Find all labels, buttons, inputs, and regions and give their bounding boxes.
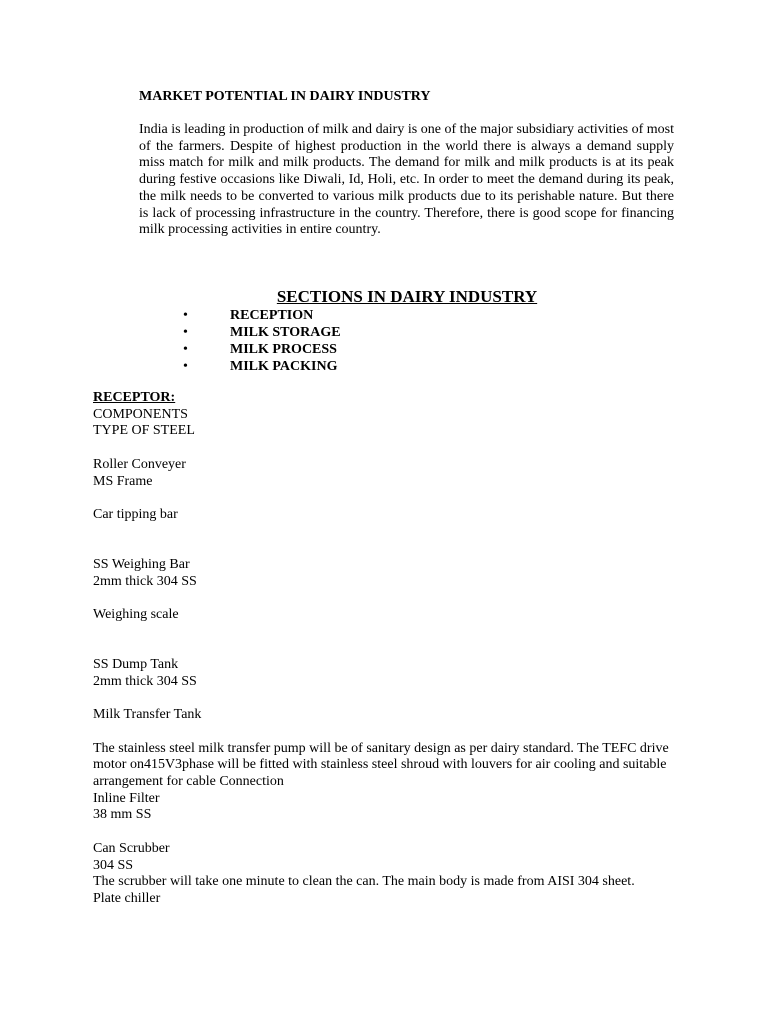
bullet-icon: • bbox=[183, 308, 188, 323]
list-item bbox=[0, 358, 768, 375]
bullet-icon: • bbox=[183, 342, 188, 357]
component-name: Milk Transfer Tank bbox=[93, 707, 202, 723]
spacer bbox=[93, 590, 673, 607]
spacer bbox=[93, 490, 673, 507]
spacer bbox=[93, 524, 673, 557]
receptor-section bbox=[93, 390, 673, 908]
receptor-title: RECEPTOR: bbox=[93, 390, 176, 405]
component-material: 304 SS bbox=[93, 857, 134, 873]
spacer bbox=[93, 724, 673, 741]
component-material: MS Frame bbox=[93, 473, 153, 489]
component-description: The scrubber will take one minute to clean the can. The main body is made from AISI 304 sheet. bbox=[93, 874, 635, 890]
component-name: SS Weighing Bar bbox=[93, 556, 190, 572]
component-material: 2mm thick 304 SS bbox=[93, 573, 197, 589]
intro-paragraph: India is leading in production of milk and dairy is one of the major subsidiary activities of most of the farmers. Despite of highest production in the world there is always a demand supply miss match for milk and milk products. The demand for milk and milk products is at its peak during festive occasions like Diwali, Id, Holi, etc. In order to meet the demand during its peak, the milk needs to be converted to various milk products due to its perishable nature. But there is lack of processing infrastructure in the country. Therefore, there is good scope for financing milk processing activities in entire country. bbox=[139, 122, 674, 238]
component-name: Inline Filter bbox=[93, 790, 160, 806]
component-material: 2mm thick 304 SS bbox=[93, 673, 197, 689]
component-name: Weighing scale bbox=[93, 607, 179, 623]
market-potential-heading: MARKET POTENTIAL IN DAIRY INDUSTRY bbox=[139, 89, 431, 104]
section-label: MILK PACKING bbox=[230, 359, 338, 374]
section-label: RECEPTION bbox=[230, 308, 314, 323]
list-item bbox=[0, 324, 768, 341]
component-name: SS Dump Tank bbox=[93, 657, 179, 673]
list-item bbox=[0, 341, 768, 358]
bullet-icon: • bbox=[183, 325, 188, 340]
spacer bbox=[93, 824, 673, 841]
component-name: Plate chiller bbox=[93, 890, 161, 906]
components-label: COMPONENTS bbox=[93, 406, 188, 422]
section-label: MILK PROCESS bbox=[230, 342, 337, 357]
steel-type-label: TYPE OF STEEL bbox=[93, 423, 195, 439]
component-name: Car tipping bar bbox=[93, 506, 178, 522]
sections-title: SECTIONS IN DAIRY INDUSTRY bbox=[276, 287, 538, 306]
component-name: Can Scrubber bbox=[93, 840, 170, 856]
component-name: Roller Conveyer bbox=[93, 456, 186, 472]
section-label: MILK STORAGE bbox=[230, 325, 341, 340]
sections-list bbox=[0, 307, 768, 375]
component-material: 38 mm SS bbox=[93, 807, 152, 823]
component-description: The stainless steel milk transfer pump will be of sanitary design as per dairy standard. The TEFC drive motor on415V3phase will be fitted with stainless steel shroud with louvers for air cooling and suitable arrangement for cable Connection bbox=[93, 740, 669, 790]
list-item bbox=[0, 307, 768, 324]
bullet-icon: • bbox=[183, 359, 188, 374]
spacer bbox=[93, 691, 673, 708]
spacer bbox=[93, 440, 673, 457]
spacer bbox=[93, 624, 673, 657]
